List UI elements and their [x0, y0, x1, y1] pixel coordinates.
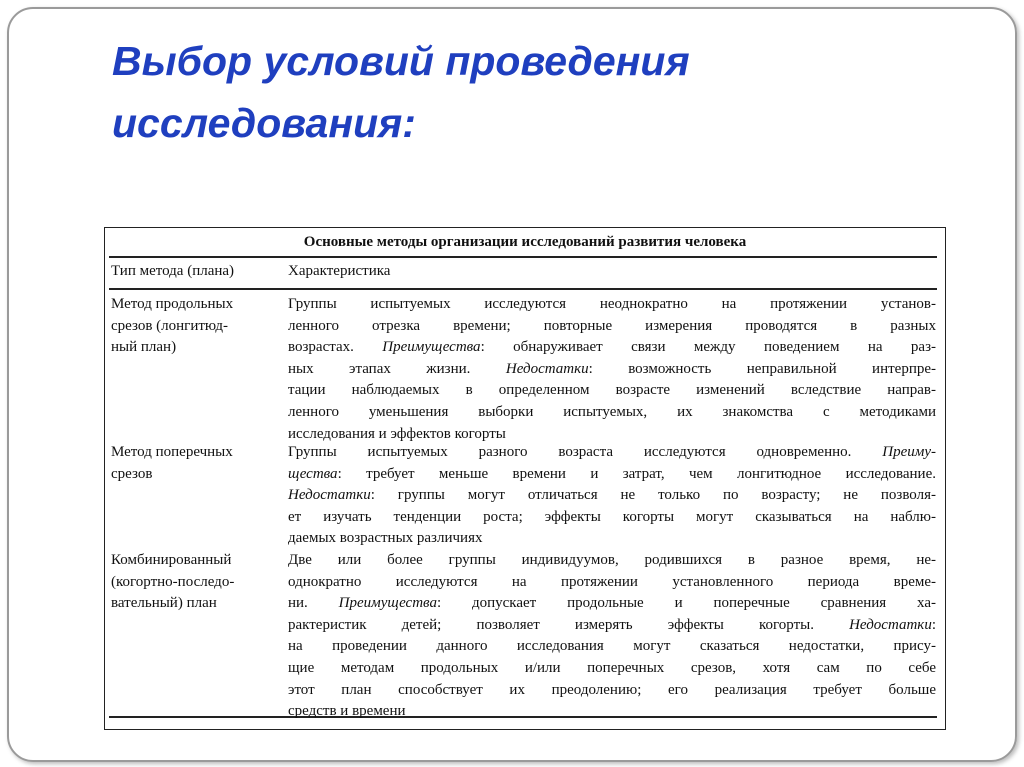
text-segment: исследования и эффектов когорты	[288, 425, 506, 442]
divider	[109, 288, 937, 290]
method-line: (когортно-последо-	[111, 573, 235, 590]
method-cell	[111, 550, 281, 615]
text-segment: Две или более группы индивидуумов, родившихся в разное время, не-	[288, 552, 936, 568]
method-cell	[111, 442, 281, 485]
column-header-method: Тип метода (плана)	[111, 263, 235, 279]
method-line: Метод продольных	[111, 296, 234, 312]
text-segment: ни.	[288, 595, 339, 612]
description-cell	[288, 294, 936, 445]
text-segment: ленного отрезка времени; повторные измерения проводятся в разных	[288, 317, 936, 334]
description-line	[288, 593, 936, 615]
description-line	[288, 294, 936, 316]
description-line	[288, 701, 936, 723]
text-segment: щие методам продольных и/или поперечных срезов, хотя сам по себе	[288, 659, 936, 676]
emphasis-text: Недостатки	[505, 360, 589, 377]
description-line	[288, 402, 936, 424]
text-segment: рактеристик детей; позволяет измерять эффекты когорты.	[288, 616, 850, 633]
description-line	[288, 337, 936, 359]
text-segment: этот план способствует их преодолению; его реализация требует больше	[288, 681, 936, 698]
description-line	[288, 572, 936, 594]
text-segment: даемых возрастных различиях	[288, 530, 483, 547]
text-segment: Группы испытуемых разного возраста исследуются одновременно.	[288, 444, 883, 460]
description-line	[288, 359, 936, 381]
description-line	[288, 658, 936, 680]
text-segment: возрастах.	[288, 339, 383, 356]
description-line	[288, 680, 936, 702]
method-line: срезов	[111, 465, 153, 482]
emphasis-text: щества	[288, 465, 338, 482]
text-segment: на проведении данного исследования могут сказаться недостатки, прису-	[288, 638, 936, 655]
description-line	[288, 442, 936, 464]
text-segment: ных этапах жизни.	[288, 360, 506, 377]
method-line: Комбинированный	[111, 552, 232, 568]
description-line	[288, 550, 936, 572]
description-line	[288, 507, 936, 529]
text-segment: однократно исследуются на протяжении установленного периода време-	[288, 573, 936, 590]
methods-table	[104, 227, 946, 730]
text-segment: ленного уменьшения выборки испытуемых, их знакомства с методиками	[288, 403, 936, 420]
text-segment: средств и времени	[288, 703, 406, 720]
description-line	[288, 380, 936, 402]
text-segment: Группы испытуемых исследуются неоднократно на протяжении установ-	[288, 296, 936, 312]
text-segment: : требует меньше времени и затрат, чем лонгитюдное исследование.	[337, 465, 936, 482]
table-caption: Основные методы организации исследований развития человека	[303, 234, 747, 250]
slide-title-line: исследования:	[112, 100, 416, 146]
text-segment: : допускает продольные и поперечные сравнения ха-	[436, 595, 936, 612]
method-cell	[111, 294, 281, 359]
slide-title-line: Выбор условий проведения	[112, 38, 690, 84]
text-segment: : возможность неправильной интерпре-	[588, 360, 936, 377]
text-segment: :	[931, 616, 936, 633]
method-line: срезов (лонгитюд-	[111, 317, 228, 334]
method-line: ный план)	[111, 339, 177, 356]
slide-title	[112, 30, 690, 154]
description-cell	[288, 442, 936, 550]
column-header-characteristic: Характеристика	[288, 263, 391, 279]
emphasis-text: Преиму-	[882, 444, 936, 460]
text-segment: : группы могут отличаться не только по возрасту; не позволя-	[370, 487, 936, 504]
emphasis-text: Недостатки	[288, 487, 371, 504]
method-line: Метод поперечных	[111, 444, 233, 460]
method-line: вательный) план	[111, 595, 217, 612]
text-segment: ет изучать тенденции роста; эффекты когорты могут сказываться на наблю-	[288, 508, 936, 525]
emphasis-text: Преимущества	[382, 339, 481, 356]
divider	[109, 256, 937, 258]
description-line	[288, 528, 936, 550]
description-line	[288, 464, 936, 486]
emphasis-text: Недостатки	[849, 616, 932, 633]
emphasis-text: Преимущества	[338, 595, 437, 612]
description-line	[288, 615, 936, 637]
description-line	[288, 485, 936, 507]
description-line	[288, 316, 936, 338]
description-line	[288, 636, 936, 658]
text-segment: : обнаруживает связи между поведением на раз-	[480, 339, 937, 356]
text-segment: тации наблюдаемых в определенном возрасте изменений вследствие направ-	[288, 382, 936, 399]
description-cell	[288, 550, 936, 723]
